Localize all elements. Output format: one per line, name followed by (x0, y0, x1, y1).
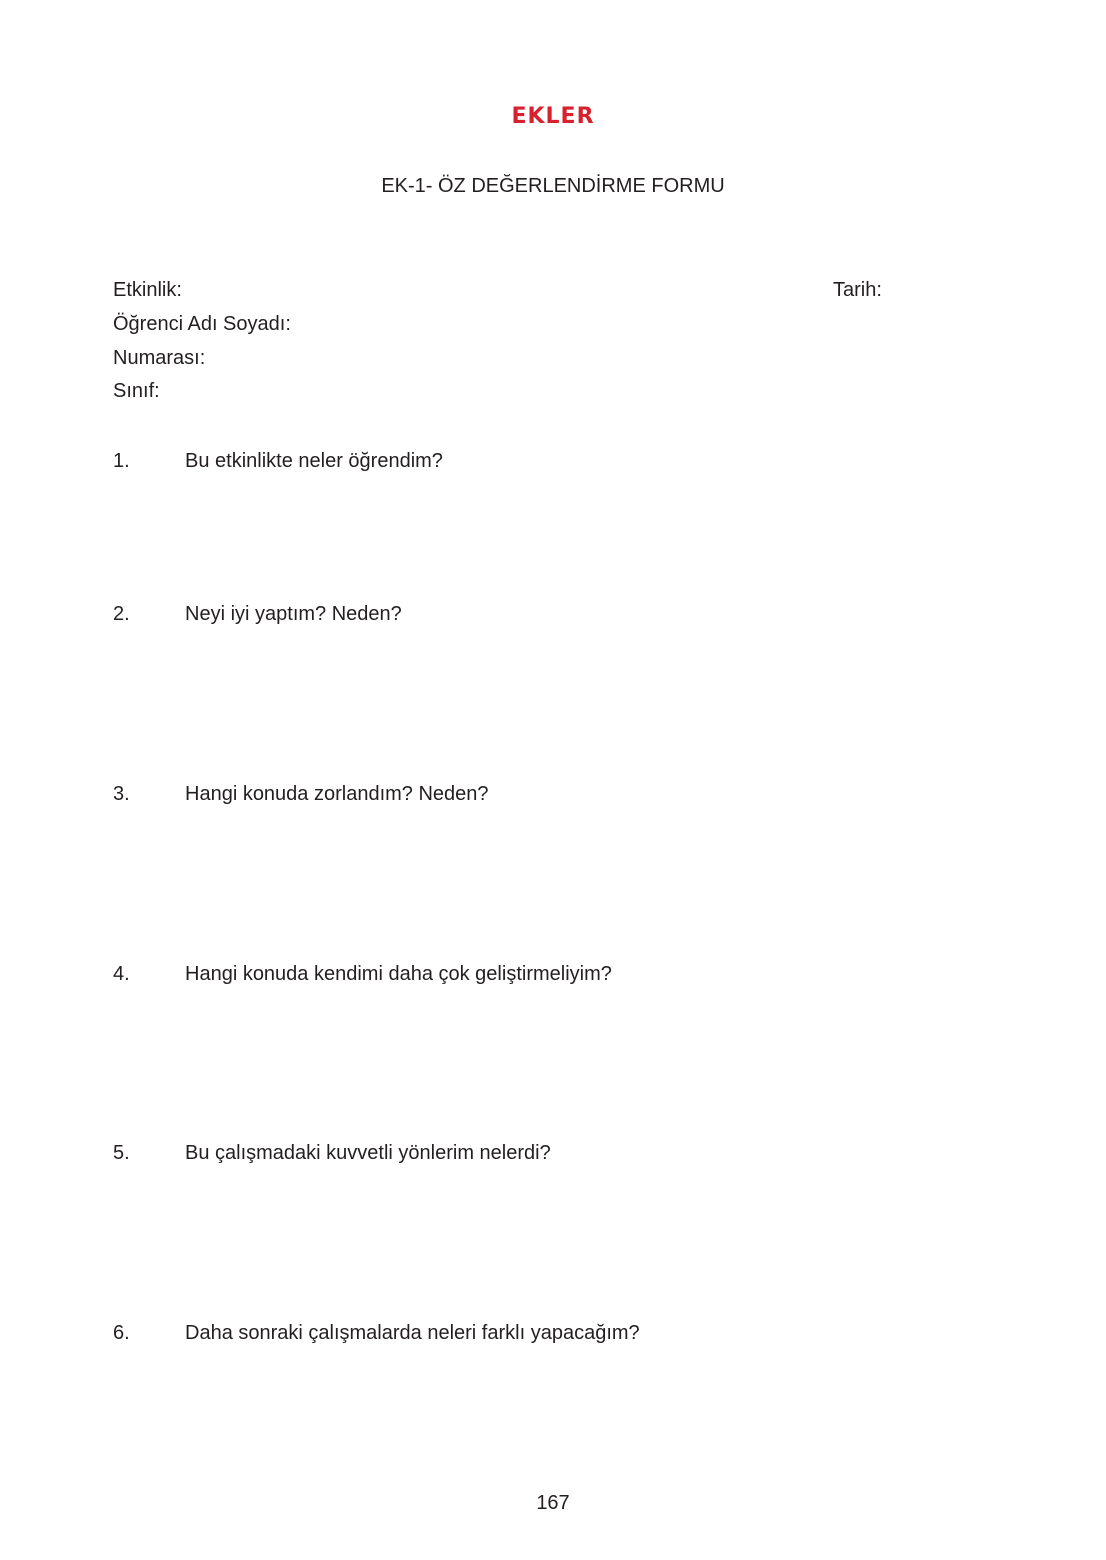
question-number: 6. (113, 1322, 130, 1344)
section-title: EKLER (511, 104, 595, 129)
form-title: EK-1- ÖZ DEĞERLENDİRME FORMU (381, 175, 725, 197)
question-number: 3. (113, 783, 130, 805)
class-field-label: Sınıf: (113, 380, 160, 402)
question-number: 1. (113, 450, 130, 472)
page-number: 167 (536, 1492, 570, 1514)
question-number: 2. (113, 603, 130, 625)
question-text: Hangi konuda zorlandım? Neden? (185, 783, 489, 805)
number-field-label: Numarası: (113, 347, 206, 369)
date-field-label: Tarih: (833, 279, 882, 301)
student-name-field-label: Öğrenci Adı Soyadı: (113, 313, 291, 335)
question-text: Daha sonraki çalışmalarda neleri farklı yapacağım? (185, 1322, 640, 1344)
activity-field-label: Etkinlik: (113, 279, 182, 301)
question-text: Bu etkinlikte neler öğrendim? (185, 450, 443, 472)
question-number: 4. (113, 963, 130, 985)
question-text: Neyi iyi yaptım? Neden? (185, 603, 402, 625)
question-number: 5. (113, 1142, 130, 1164)
question-text: Bu çalışmadaki kuvvetli yönlerim nelerdi? (185, 1142, 551, 1164)
question-text: Hangi konuda kendimi daha çok geliştirmeliyim? (185, 963, 612, 985)
